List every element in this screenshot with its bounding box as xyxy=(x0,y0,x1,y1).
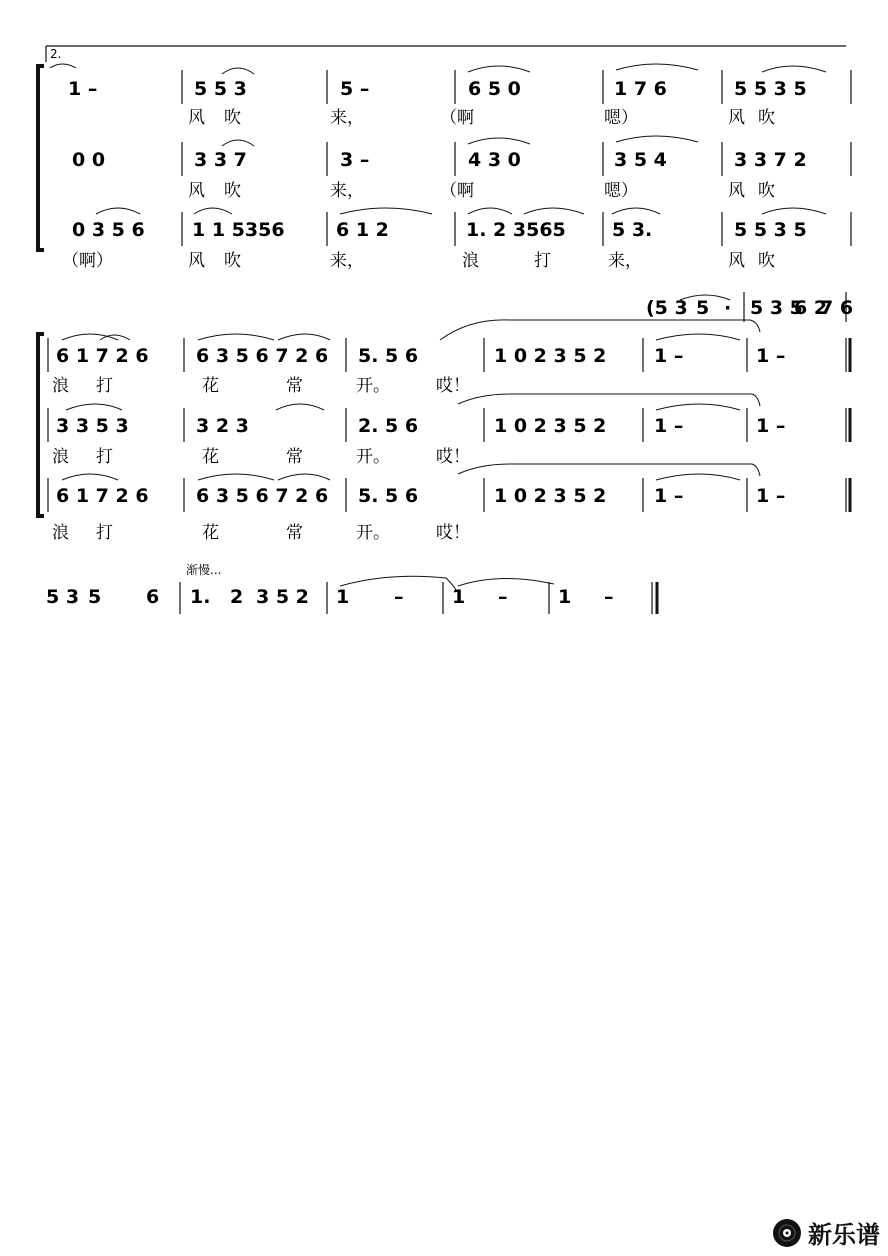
svg-text:·: · xyxy=(724,297,732,319)
svg-text:吹: 吹 xyxy=(758,181,775,201)
site-logo xyxy=(772,1215,880,1250)
svg-text:6: 6 xyxy=(146,586,160,608)
svg-text:1 1 5356: 1 1 5356 xyxy=(192,219,285,241)
svg-text:1 –: 1 – xyxy=(654,485,684,507)
svg-text:（啊: （啊 xyxy=(440,181,474,201)
svg-text:1 7 6: 1 7 6 xyxy=(614,78,667,100)
svg-text:1 –: 1 – xyxy=(68,78,98,100)
svg-text:吹: 吹 xyxy=(224,251,241,271)
svg-text:3 5 2: 3 5 2 xyxy=(256,586,309,608)
svg-text:常: 常 xyxy=(286,447,303,467)
svg-text:4 3 0: 4 3 0 xyxy=(468,149,521,171)
svg-text:1 –: 1 – xyxy=(756,485,786,507)
svg-text:1 –: 1 – xyxy=(654,415,684,437)
svg-text:6 1 7 2 6: 6 1 7 2 6 xyxy=(56,345,149,367)
svg-text:1 0 2 3 5 2: 1 0 2 3 5 2 xyxy=(494,485,607,507)
logo-text: 新乐谱 xyxy=(808,1221,880,1249)
svg-text:1. 2 3565: 1. 2 3565 xyxy=(466,219,566,241)
system1-voice1-notes xyxy=(68,78,807,100)
svg-text:2: 2 xyxy=(230,586,244,608)
svg-text:5: 5 xyxy=(88,586,102,608)
system3-barlines xyxy=(180,582,657,614)
vinyl-record-icon xyxy=(772,1218,802,1248)
svg-text:3 3 7: 3 3 7 xyxy=(194,149,247,171)
svg-text:2. 5 6: 2. 5 6 xyxy=(358,415,419,437)
tempo-mark xyxy=(186,562,221,577)
svg-text:哎！: 哎！ xyxy=(436,523,470,543)
system3-notes xyxy=(46,586,614,608)
system1-voice2-lyrics xyxy=(188,181,775,201)
svg-text:吹: 吹 xyxy=(758,108,775,128)
volta-label xyxy=(50,47,61,61)
svg-text:打: 打 xyxy=(96,523,113,543)
svg-text:1: 1 xyxy=(336,586,350,608)
svg-text:来，: 来， xyxy=(330,181,364,201)
svg-text:来，: 来， xyxy=(330,251,364,271)
svg-text:花: 花 xyxy=(202,447,219,467)
svg-text:1 0 2 3 5 2: 1 0 2 3 5 2 xyxy=(494,345,607,367)
svg-text:1 –: 1 – xyxy=(756,415,786,437)
svg-text:6 5 0: 6 5 0 xyxy=(468,78,521,100)
svg-text:1 0 2 3 5 2: 1 0 2 3 5 2 xyxy=(494,415,607,437)
system2-barlines xyxy=(48,292,850,512)
svg-text:嗯）: 嗯） xyxy=(604,108,638,128)
svg-text:开。: 开。 xyxy=(356,376,390,396)
svg-text:–: – xyxy=(604,586,614,608)
svg-text:开。: 开。 xyxy=(356,447,390,467)
svg-text:3 3 5 3: 3 3 5 3 xyxy=(56,415,129,437)
svg-text:2.: 2. xyxy=(50,47,62,61)
system2-voice3-lyrics xyxy=(52,523,470,543)
svg-text:吹: 吹 xyxy=(224,181,241,201)
svg-text:5 5 3 5: 5 5 3 5 xyxy=(734,219,807,241)
svg-text:5: 5 xyxy=(696,297,710,319)
svg-text:–: – xyxy=(498,586,508,608)
svg-text:1: 1 xyxy=(558,586,572,608)
svg-text:1 –: 1 – xyxy=(756,345,786,367)
svg-text:花: 花 xyxy=(202,376,219,396)
svg-text:浪: 浪 xyxy=(52,447,69,467)
svg-text:5. 5 6: 5. 5 6 xyxy=(358,345,419,367)
svg-text:3 5 4: 3 5 4 xyxy=(614,149,667,171)
svg-text:花: 花 xyxy=(202,523,219,543)
svg-text:5. 5 6: 5. 5 6 xyxy=(358,485,419,507)
svg-text:5 5 3: 5 5 3 xyxy=(194,78,247,100)
svg-text:来，: 来， xyxy=(608,251,642,271)
svg-text:5 3.: 5 3. xyxy=(612,219,653,241)
svg-text:风: 风 xyxy=(188,181,205,201)
svg-text:浪: 浪 xyxy=(462,251,479,271)
svg-text:6 3 5 6 7 2 6: 6 3 5 6 7 2 6 xyxy=(196,345,329,367)
svg-text:–: – xyxy=(394,586,404,608)
svg-text:打: 打 xyxy=(534,251,551,271)
svg-text:6 1 7 2 6: 6 1 7 2 6 xyxy=(56,485,149,507)
svg-text:3 –: 3 – xyxy=(340,149,370,171)
svg-text:1: 1 xyxy=(452,586,466,608)
svg-text:1.: 1. xyxy=(190,586,211,608)
svg-text:风: 风 xyxy=(188,108,205,128)
svg-text:3 2 3: 3 2 3 xyxy=(196,415,249,437)
svg-text:浪: 浪 xyxy=(52,523,69,543)
system1-voice1-lyrics xyxy=(188,108,775,128)
svg-text:1 –: 1 – xyxy=(654,345,684,367)
svg-text:哎！: 哎！ xyxy=(436,447,470,467)
svg-text:风: 风 xyxy=(728,181,745,201)
svg-text:5 5 3 5: 5 5 3 5 xyxy=(734,78,807,100)
svg-text:（啊: （啊 xyxy=(440,108,474,128)
svg-text:开。: 开。 xyxy=(356,523,390,543)
svg-text:5 –: 5 – xyxy=(340,78,370,100)
svg-text:风: 风 xyxy=(728,251,745,271)
svg-text:(5 3: (5 3 xyxy=(646,297,688,319)
system2-intro xyxy=(646,297,853,319)
svg-text:常: 常 xyxy=(286,523,303,543)
svg-text:来，: 来， xyxy=(330,108,364,128)
system2-voice1-notes xyxy=(56,345,785,367)
svg-text:0 0: 0 0 xyxy=(72,149,106,171)
system2-voice2-lyrics xyxy=(52,447,470,467)
svg-text:风: 风 xyxy=(188,251,205,271)
svg-text:常: 常 xyxy=(286,376,303,396)
svg-text:风: 风 xyxy=(728,108,745,128)
svg-text:哎！: 哎！ xyxy=(436,376,470,396)
system2-voice1-lyrics xyxy=(52,376,470,396)
svg-text:嗯）: 嗯） xyxy=(604,181,638,201)
svg-text:打: 打 xyxy=(96,376,113,396)
svg-text:5 3 5: 5 3 5 xyxy=(750,297,803,319)
svg-text:渐慢...: 渐慢... xyxy=(186,563,222,577)
svg-text:6 2: 6 2 xyxy=(794,297,828,319)
system1-voice3-lyrics xyxy=(62,251,775,271)
svg-text:浪: 浪 xyxy=(52,376,69,396)
svg-text:吹: 吹 xyxy=(758,251,775,271)
svg-text:（啊）: （啊） xyxy=(62,251,113,271)
svg-text:3 3 7 2: 3 3 7 2 xyxy=(734,149,807,171)
svg-text:7 6: 7 6 xyxy=(820,297,854,319)
svg-text:打: 打 xyxy=(96,447,113,467)
svg-text:0 3 5 6: 0 3 5 6 xyxy=(72,219,145,241)
svg-text:5 3: 5 3 xyxy=(46,586,80,608)
svg-text:吹: 吹 xyxy=(224,108,241,128)
system2-voice2-notes xyxy=(56,415,785,437)
slurs xyxy=(50,64,826,590)
svg-text:6 1 2: 6 1 2 xyxy=(336,219,389,241)
svg-text:6 3 5 6 7 2 6: 6 3 5 6 7 2 6 xyxy=(196,485,329,507)
system2-voice3-notes xyxy=(56,485,785,507)
